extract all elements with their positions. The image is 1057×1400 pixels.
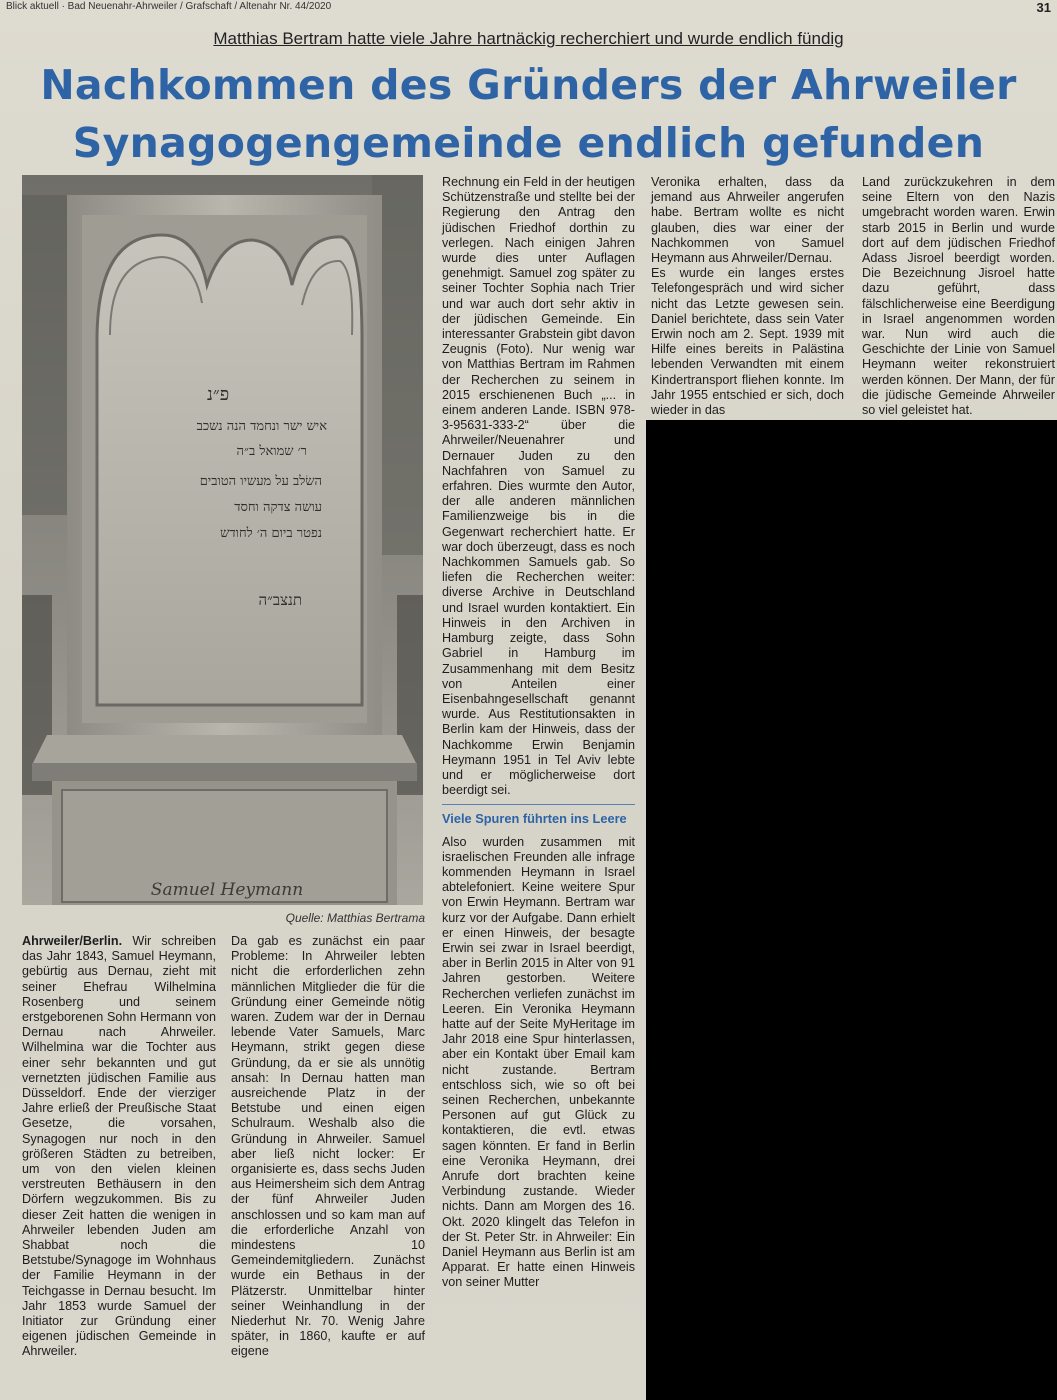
column-5 [862, 175, 1055, 418]
blacked-out-region [646, 420, 1057, 1400]
gravestone-photo [22, 175, 423, 905]
body-text: Rechnung ein Feld in der heutigen Schützenstraße und stellte bei der Regierung den Antrag den jüdischen Friedhof dorthin zu verlegen. Nach einigen Jahren wurde dies unter Auflagen genehmigt. Samuel zog später zu seiner Tochter Sophia nach Trier und war auch dort sehr aktiv in der jüdischen Gemeinde. Ein interessanter Grabstein gibt davon Zeugnis (Foto). Nur wenig war von Matthias Bertram im Rahmen der Recherchen zu seinem in 2015 erschienenen Buch „... in einem anderen Lande. ISBN 978-3-95631-333-2“ über die Ahrweiler/Neuenahrer und Dernauer Juden zu den Nachfahren von Samuel zu erfahren. Dies wurmte den Autor, der alle anderen männlichen Familienzweige bis in die Gegenwart recherchiert hatte. Er war doch überzeugt, dass es noch Nachkommen Samuels gab. So liefen die Recherchen weiter: diverse Archive in Deutschland und Israel wurden kontaktiert. Ein Hinweis in den Archiven in Hamburg zeigte, dass Sohn Gabriel in Hamburg im Zusammenhang mit dem Besitz von Anteilen einer Eisenbahngesellschaft genannt wurde. Aus Restitutionsakten in Berlin kam der Hinweis, dass der Nachkomme Erwin Benjamin Heymann 1951 in Tel Aviv lebte und er möglicherweise dort beerdigt sei. [442, 175, 635, 798]
page-number: 31 [1036, 0, 1051, 15]
kicker-line [0, 29, 1057, 49]
headline [0, 56, 1057, 172]
body-text: Also wurden zusammen mit israelischen Freunden alle infrage kommenden Heymann in Israel abtelefoniert. Keine weitere Spur von Erwin Heymann. Bertram war kurz vor der Aufgabe. Dann erhielt er einen Hinweis, der besagte Erwin sei zwar in Israel beerdigt, aber in Berlin 2015 in Alter von 91 Jahren gestorben. Weitere Recherchen verliefen zunächst im Leeren. Ein Veronika Heymann hatte auf der Seite MyHeritage im Jahr 2018 eine Spur hinterlassen, aber ein Kontakt über Email kam nicht zustande. Bertram entschloss sich, wie so oft bei seinen Recherchen, unbekannte Personen auf gut Glück zu kontaktieren, die evtl. etwas sagen könnten. Er fand in Berlin eine Veronika Heymann, drei Anrufe dort brachten keine Verbindung zustande. Wieder nichts. Dann am Morgen des 16. Okt. 2020 klingelt das Telefon in der St. Peter Str. in Ahrweiler: Ein Daniel Heymann aus Berlin ist am Apparat. Er hatte einen Hinweis von seiner Mutter [442, 834, 635, 1290]
running-header: Blick aktuell · Bad Neuenahr-Ahrweiler / Grafschaft / Altenahr Nr. 44/2020 [6, 1, 332, 12]
hebrew-line-3: ר׳ שמואל ב״ה [236, 444, 307, 459]
hebrew-line-6: נפטר ביום ה׳ לחודש [220, 526, 322, 541]
photo-caption: Quelle: Matthias Bertrama [285, 911, 425, 925]
column-2 [231, 934, 425, 1360]
hebrew-line-2: איש ישר ונחמד הנה נשכב [196, 419, 327, 434]
hebrew-line-1: פ״נ [207, 384, 230, 405]
stone-inscription: Samuel Heymann [150, 880, 304, 900]
dateline: Ahrweiler/Berlin. [22, 934, 123, 948]
paragraph [22, 934, 216, 1360]
kicker-text: Matthias Bertram hatte viele Jahre hartnäckig recherchiert und wurde endlich fündig [213, 29, 844, 48]
gravestone-illustration [22, 175, 423, 905]
body-text: Es wurde ein langes erstes Telefongespräch und wird sicher nicht das Letzte gewesen sein. Daniel berichtete, dass sein Vater Erwin noch am 2. Sept. 1939 mit Hilfe eines bereits in Palästina lebenden Verwandten mit einem Kindertransport fliehen konnte. Im Jahr 1955 entschied er sich, doch wieder in das [651, 266, 844, 418]
subheading: Viele Spuren führten ins Leere [442, 804, 635, 826]
body-text: Veronika erhalten, dass da jemand aus Ahrweiler angerufen habe. Bertram wollte es nicht glauben, dies war einer der Nachkommen von Samuel Heymann aus Ahrweiler/Dernau. [651, 175, 844, 266]
hebrew-line-7: תנצב״ה [258, 591, 302, 609]
hebrew-line-5: עושה צדקה וחסד [234, 500, 322, 515]
headline-line-2: Synagogengemeinde endlich gefunden [72, 119, 985, 167]
hebrew-line-4: השׂלב על מעשיו הטובים [199, 474, 322, 489]
body-text: Da gab es zunächst ein paar Probleme: In Ahrweiler lebten nicht die erforderlichen zehn männlichen Mitglieder die für die Gründung einer Gemeinde nötig waren. Zudem war der in Dernau lebende Vater Samuels, Marc Heymann, strikt gegen diese Gründung, da er sie als unnötig ansah: In Dernau hatten man ausreichende Platz in der Betstube und einen eigen Schulraum. Weshalb also die Gründung in Ahrweiler. Samuel aber ließ nicht locker: Er organisierte es, dass sechs Juden aus Heimersheim sich dem Antrag der fünf Ahrweiler Juden anschlossen und so kam man auf die erforderliche Anzahl von mindestens 10 Gemeindemitgliedern. Zunächst wurde ein Bethaus in der Plätzerstr. Unmittelbar hinter seiner Weinhandlung in der Niederhut Nr. 70. Wenig Jahre später, in 1860, kaufte er auf eigene [231, 934, 425, 1359]
column-1 [22, 934, 216, 1360]
headline-line-1: Nachkommen des Gründers der Ahrweiler [40, 61, 1017, 109]
body-text: Land zurückzukehren in dem seine Eltern von den Nazis umgebracht worden waren. Erwin starb 2015 in Berlin und wurde dort auf dem jüdischen Friedhof Adass Jisroel beerdigt worden. Die Bezeichnung Jisroel hatte dazu geführt, dass fälschlicherweise eine Beerdigung in Israel angenommen worden war. Nun wird auch die Geschichte der Linie von Samuel Heymann weiter rekonstruiert werden können. Der Mann, der für die jüdische Gemeinde Ahrweiler so viel geleistet hat. [862, 175, 1055, 418]
column-4 [651, 175, 844, 418]
column-3 [442, 175, 635, 1291]
body-text: Wir schreiben das Jahr 1843, Samuel Heymann, gebürtig aus Dernau, zieht mit seiner Ehefrau Wilhelmina Rosenberg und seinem erstgeborenen Sohn Hermann von Dernau nach Ahrweiler. Wilhelmina war die Tochter aus einer sehr bekannten und gut vernetzten jüdischen Familie aus Düsseldorf. Ende der vierziger Jahre erließ der Preußische Staat Gesetze, die vorsahen, Synagogen nur noch in den größeren Städten zu betreiben, um von den vielen kleinen verstreuten Bethäusern in den Dörfern wegzukommen. Bis zu dieser Zeit hatten die wenigen in Ahrweiler lebenden Juden am Shabbat noch die Betstube/Synagoge im Wohnhaus der Familie Heymann in der Teichgasse in Dernau besucht. Im Jahr 1853 wurde Samuel der Initiator zur Gründung einer eigenen jüdischen Gemeinde in Ahrweiler. [22, 934, 217, 1359]
